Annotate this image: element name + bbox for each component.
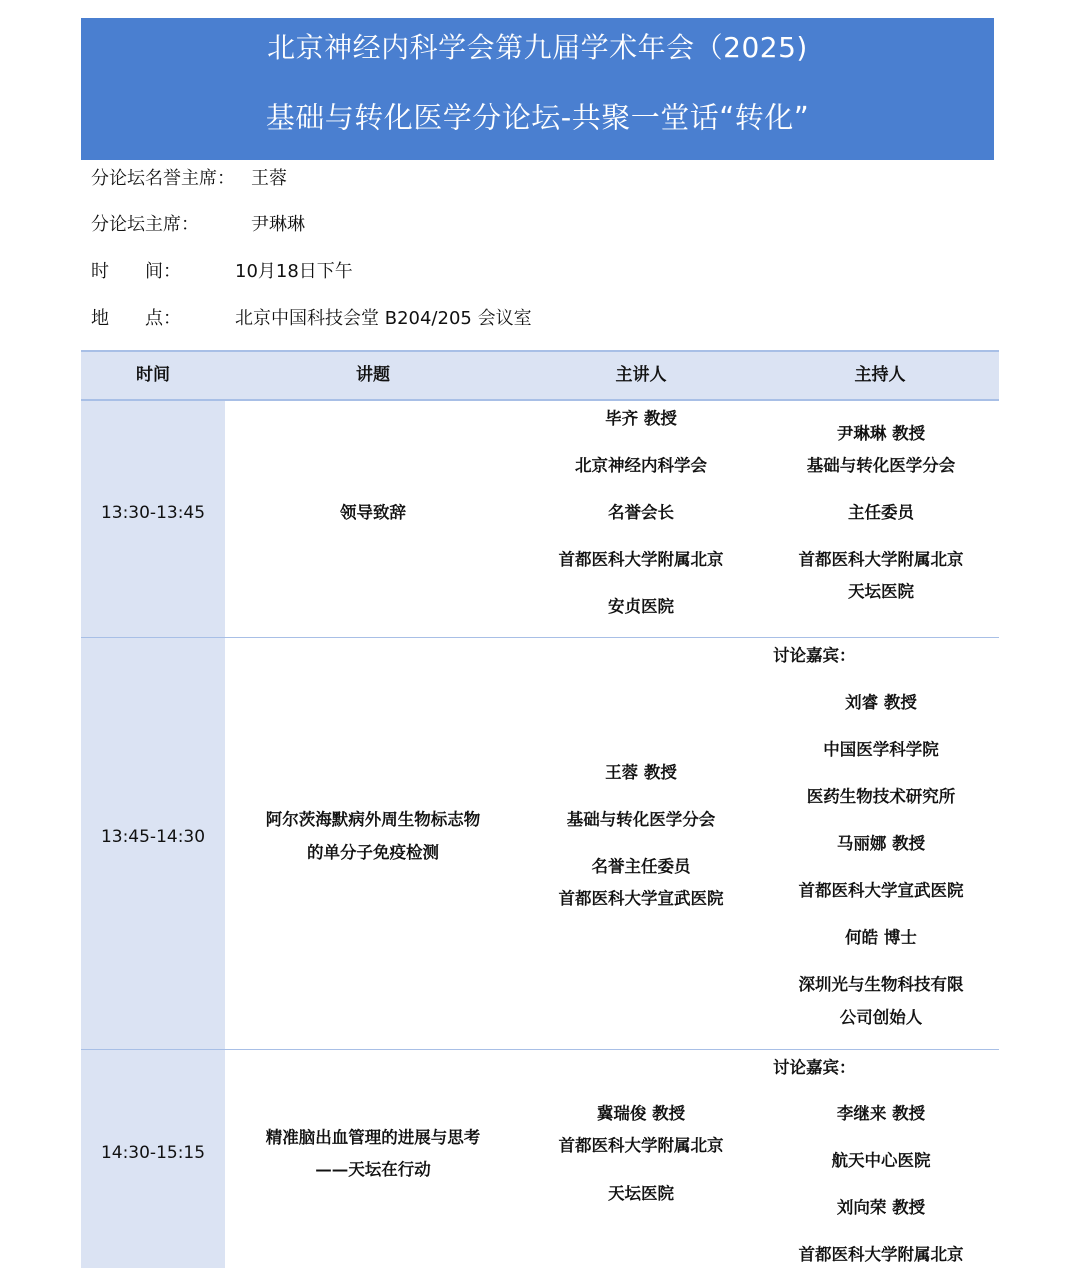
- row3-topic-line: 精准脑出血管理的进展与思考: [265, 1128, 481, 1147]
- row1-host-line: 主任委员: [848, 503, 914, 522]
- row3-speaker-line: 天坛医院: [608, 1184, 674, 1203]
- row1-speaker-line: 北京神经内科学会: [575, 456, 707, 475]
- row3-host-line: 李继来 教授: [836, 1104, 926, 1123]
- place-value: 北京中国科技会堂 B204/205 会议室: [235, 308, 532, 329]
- row2-topic-line: 阿尔茨海默病外周生物标志物: [265, 810, 481, 829]
- row2-topic-line: 的单分子免疫检测: [307, 843, 439, 862]
- row3-time-text: 14:30-15:15: [100, 1143, 206, 1163]
- row2-host-line: 医药生物技术研究所: [806, 787, 956, 806]
- row2-host-label: 讨论嘉宾：: [773, 646, 856, 665]
- row3-speaker-line: 冀瑞俊 教授: [596, 1104, 686, 1123]
- row1-time-text: 13:30-13:45: [100, 503, 206, 523]
- row2-host-line: 何皓 博士: [845, 928, 917, 947]
- row1-host-line: 首都医科大学附属北京: [798, 550, 964, 569]
- schedule-table: [81, 350, 999, 1268]
- row1-speaker-line: 名誉会长: [608, 503, 674, 522]
- row1-topic: 领导致辞: [340, 503, 406, 522]
- row2-host-line: 刘睿 教授: [845, 693, 917, 712]
- header-host: 主持人: [854, 365, 906, 385]
- banner-title-line1: 北京神经内科学会第九届学术年会（2025): [267, 31, 808, 64]
- time-value: 10月18日下午: [235, 261, 353, 282]
- row2-speaker-line: 王蓉 教授: [605, 763, 677, 782]
- header-topic: 讲题: [356, 365, 390, 385]
- row2-host-line: 首都医科大学宣武医院: [798, 881, 964, 900]
- chair-label: 分论坛主席：: [91, 214, 199, 235]
- row1-speaker-line: 首都医科大学附属北京: [558, 550, 724, 569]
- place-label: 地 点：: [91, 308, 181, 329]
- row3-host-label: 讨论嘉宾：: [773, 1058, 856, 1077]
- row1-host-line: 基础与转化医学分会: [806, 456, 956, 475]
- row2-time-text: 13:45-14:30: [100, 827, 206, 847]
- row3-host-line: 刘向荣 教授: [836, 1198, 926, 1217]
- honorary-chair-label: 分论坛名誉主席：: [91, 168, 235, 189]
- row3-host-line: 航天中心医院: [831, 1151, 931, 1170]
- chair-value: 尹琳琳: [251, 214, 305, 235]
- row3-time: [81, 1142, 225, 1164]
- row2-speaker-line: 首都医科大学宣武医院: [558, 889, 724, 908]
- row2-speaker-line: 名誉主任委员: [591, 857, 691, 876]
- row2-host-line: 马丽娜 教授: [836, 834, 926, 853]
- row2-host-line: 中国医学科学院: [823, 740, 939, 759]
- title-banner: [81, 18, 994, 160]
- row2-time: [81, 826, 225, 848]
- banner-title-line2: 基础与转化医学分论坛-共聚一堂话“转化”: [265, 100, 810, 135]
- time-label: 时 间：: [91, 261, 181, 282]
- table-line-header: [81, 399, 999, 401]
- row2-host-line: 深圳光与生物科技有限: [798, 975, 964, 994]
- row3-host-line: 首都医科大学附属北京: [798, 1245, 964, 1264]
- row3-topic-line: ——天坛在行动: [315, 1160, 431, 1179]
- header-speaker: 主讲人: [615, 365, 667, 385]
- row3-speaker-line: 首都医科大学附属北京: [558, 1136, 724, 1155]
- row2-host-line: 公司创始人: [839, 1008, 923, 1027]
- row1-speaker-line: 安贞医院: [608, 597, 674, 616]
- table-line-row2: [81, 1049, 999, 1050]
- honorary-chair-value: 王蓉: [251, 168, 287, 189]
- row1-time: [81, 502, 225, 524]
- row2-speaker-line: 基础与转化医学分会: [566, 810, 716, 829]
- row1-host-line: 天坛医院: [848, 582, 914, 601]
- row1-speaker-line: 毕齐 教授: [605, 409, 677, 428]
- table-line-row1: [81, 637, 999, 638]
- row1-host-line: 尹琳琳 教授: [836, 424, 926, 443]
- header-time: 时间: [136, 365, 170, 385]
